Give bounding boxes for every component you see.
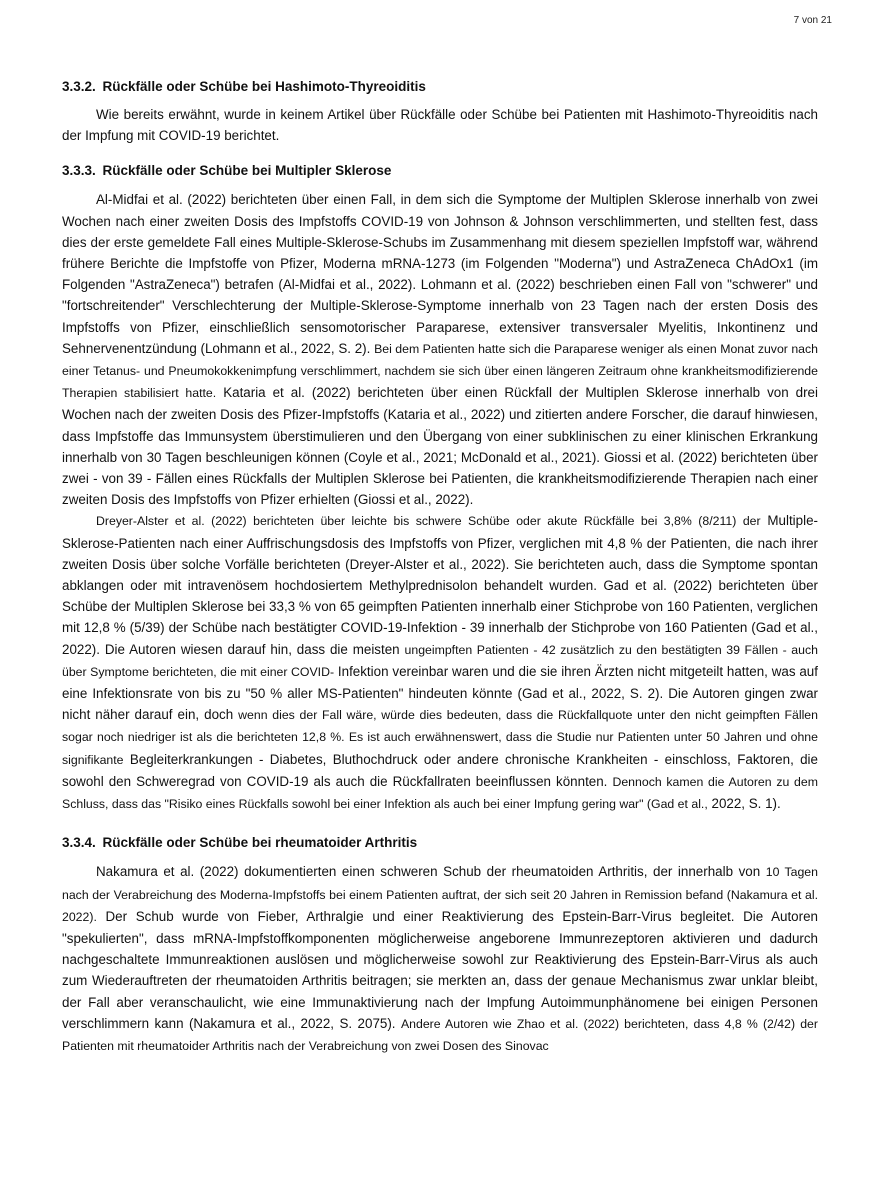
text-run: Infektion vereinbar waren und die sie ihren Ärzten nicht mitgeteilt hatten, was auf eine Infektionsrate von bis zu "50 % aller MS-Patienten" hindeuten könnte (Gad et al., 2022, S. 2). Die Autoren gingen zwar nicht näher darauf ein, doch [62, 663, 818, 723]
paragraph: Wie bereits erwähnt, wurde in keinem Artikel über Rückfälle oder Schübe bei Patienten mit Hashimoto-Thyreoiditis nach der Impfung mit COVID-19 berichtet. [62, 107, 818, 144]
text-run: Al-Midfai et al. (2022) berichteten über einen Fall, in dem sich die Symptome der Multiplen Sklerose innerhalb von zwei Wochen nach einer zweiten Dosis des Impfstoffs COVID-19 von Johnson & Johnson verschlimmerten, und stellten fest, dass dies der erste gemeldete Fall eines Multiple-Sklerose-Schubs im Zusammenhang mit diesem speziellen Impfstoff war, während frühere Berichte die Impfstoffe von Pfizer, Moderna mRNA-1273 (im Folgenden "Moderna") und AstraZeneca ChAdOx1 (im Folgenden "AstraZeneca") betrafen (Al-Midfai et al., 2022). Lohmann et al. (2022) beschrieben einen Fall von "schwerer" und "fortschreitender" Verschlechterung der Multiple-Sklerose-Symptome innerhalb von 23 Tagen nach der ersten Dosis des Impfstoffs von Pfizer, einschließlich sensomotorischer Paraparese, extensiver transversaler Myelitis, Inkontinenz und Sehnervenentzündung (Lohmann et al., 2022, S. 2). [62, 192, 818, 356]
text-run: Multiple-Sklerose-Patienten nach einer Auffrischungsdosis des Impfstoffs von Pfizer, verglichen mit 4,8 % der Patienten, die nach ihrer zweiten Dosis über solche Vorfälle berichteten (Dreyer-Alster et al., 2022). Sie berichteten auch, dass die Symptome spontan abklangen oder mit intravenösem hochdosiertem Methylprednisolon behandelt wurden. Gad et al. (2022) berichteten über Schübe der Multiplen Sklerose bei 33,3 % von 65 geimpften Patienten innerhalb einer Stichprobe von 160 Patienten, verglichen mit 12,8 % (5/39) der Schübe nach bestätigter COVID-19-Infektion - 39 innerhalb der Stichprobe von 160 Patienten (Gad et al., 2022). Die Autoren wiesen darauf hin, dass die meisten [62, 513, 818, 657]
text-run: Nakamura et al. (2022) dokumentierten einen schweren Schub der rheumatoiden Arthritis, der innerhalb von [96, 864, 761, 880]
text-run: Begleiterkrankungen - Diabetes, Bluthochdruck oder andere chronische Krankheiten - einschloss, Faktoren, die sowohl den Schweregrad von COVID-19 als auch die Rückfallraten beeinflussen könnten. [62, 751, 818, 789]
text-run: Dreyer-Alster et al. (2022) berichteten über leichte bis schwere Schübe oder akute Rückfälle bei 3,8% (8/211) der [96, 514, 761, 529]
section-3-3-3 [62, 162, 818, 815]
text-run: Dennoch kamen die Autoren zu dem Schluss, dass das "Risiko eines Rückfalls sowohl bei einer Infektion als auch bei einer Impfung gering war" (Gad et al., [62, 774, 818, 812]
text-run: Bei dem Patienten hatte sich die Paraparese weniger als einen Monat zuvor nach einer Tetanus- und Pneumokokkenimpfung verschlimmert, nachdem sie sich über einen längeren Zeitraum ohne krankheitsmodifizierende Therapien stabilisiert hatte. [62, 341, 818, 401]
text-run: Der Schub wurde von Fieber, Arthralgie und einer Reaktivierung des Epstein-Barr-Virus begleitet. Die Autoren "spekulierten", dass mRNA-Impfstoffkomponenten möglicherweise angeborene Immunrezeptoren aktivieren und dadurch nachgeschaltete Immunreaktionen auslösen und möglicherweise sowohl zur Reaktivierung des Epstein-Barr-Virus als auch zum Wiederauftreten der rheumatoiden Arthritis beitragen; sie merkten an, dass der genaue Mechanismus zwar unklar bleibt, der Fall aber veranschaulicht, wie eine Immunaktivierung nach der Impfung Autoimmunphänomene bei einigen Personen verschlimmern kann (Nakamura et al., 2022, S. 2075). [62, 908, 818, 1031]
section-title: Rückfälle oder Schübe bei rheumatoider Arthritis [102, 835, 418, 851]
paragraph [62, 861, 818, 1057]
text-run: ungeimpften Patienten - 42 zusätzlich zu den bestätigten 39 Fällen - auch über Symptome berichteten, die mit einer COVID- [62, 642, 818, 679]
text-run: 2022, S. 1). [711, 796, 781, 812]
section-number: 3.3.2. [62, 79, 96, 94]
document-body [62, 78, 818, 1057]
text-run: wenn dies der Fall wäre, würde dies bedeuten, dass die Rückfallquote unter den nicht geimpften Fällen sogar noch niedriger ist als die berichteten 12,8 %. Es ist auch erwähnenswert, dass die Studie nur Patienten unter 50 Jahren und ohne signifikante [62, 708, 818, 767]
section-title: Rückfälle oder Schübe bei Hashimoto-Thyreoiditis [102, 79, 426, 94]
paragraph [62, 510, 818, 815]
section-heading [62, 834, 818, 852]
text-run: 10 Tagen nach der Verabreichung des Moderna-Impfstoffs bei einem Patienten auftrat, der sich seit 20 Jahren in Remission befand (Nakamura et al. 2022). [62, 865, 818, 924]
text-run: Kataria et al. (2022) berichteten über einen Rückfall der Multiplen Sklerose innerhalb von drei Wochen nach der zweiten Dosis des Pfizer-Impfstoffs (Kataria et al., 2022) und zitierten andere Forscher, die darauf hinwiesen, dass Impfstoffe das Immunsystem überstimulieren und den Übergang von einer subklinischen zu einer klinischen Erkrankung innerhalb von 30 Tagen beschleunigen können (Coyle et al., 2021; McDonald et al., 2021). Giossi et al. (2022) berichteten über zwei - von 39 - Fällen eines Rückfalls der Multiplen Sklerose bei Patienten, die krankheitsmodifizierende Therapien nach einer zweiten Dosis des Impfstoffs von Pfizer erhielten (Giossi et al., 2022). [62, 385, 818, 508]
section-heading [62, 162, 818, 180]
section-number: 3.3.3. [62, 163, 96, 179]
section-number: 3.3.4. [62, 835, 96, 851]
paragraph [62, 189, 818, 510]
page-number: 7 von 21 [793, 15, 832, 26]
text-run: Andere Autoren wie Zhao et al. (2022) berichteten, dass 4,8 % (2/42) der Patienten mit rheumatoider Arthritis nach der Verabreichung von zwei Dosen des Sinovac [62, 1016, 818, 1053]
section-3-3-2 [62, 78, 818, 146]
section-title: Rückfälle oder Schübe bei Multipler Sklerose [102, 163, 392, 179]
section-heading [62, 78, 818, 96]
section-3-3-4 [62, 834, 818, 1057]
